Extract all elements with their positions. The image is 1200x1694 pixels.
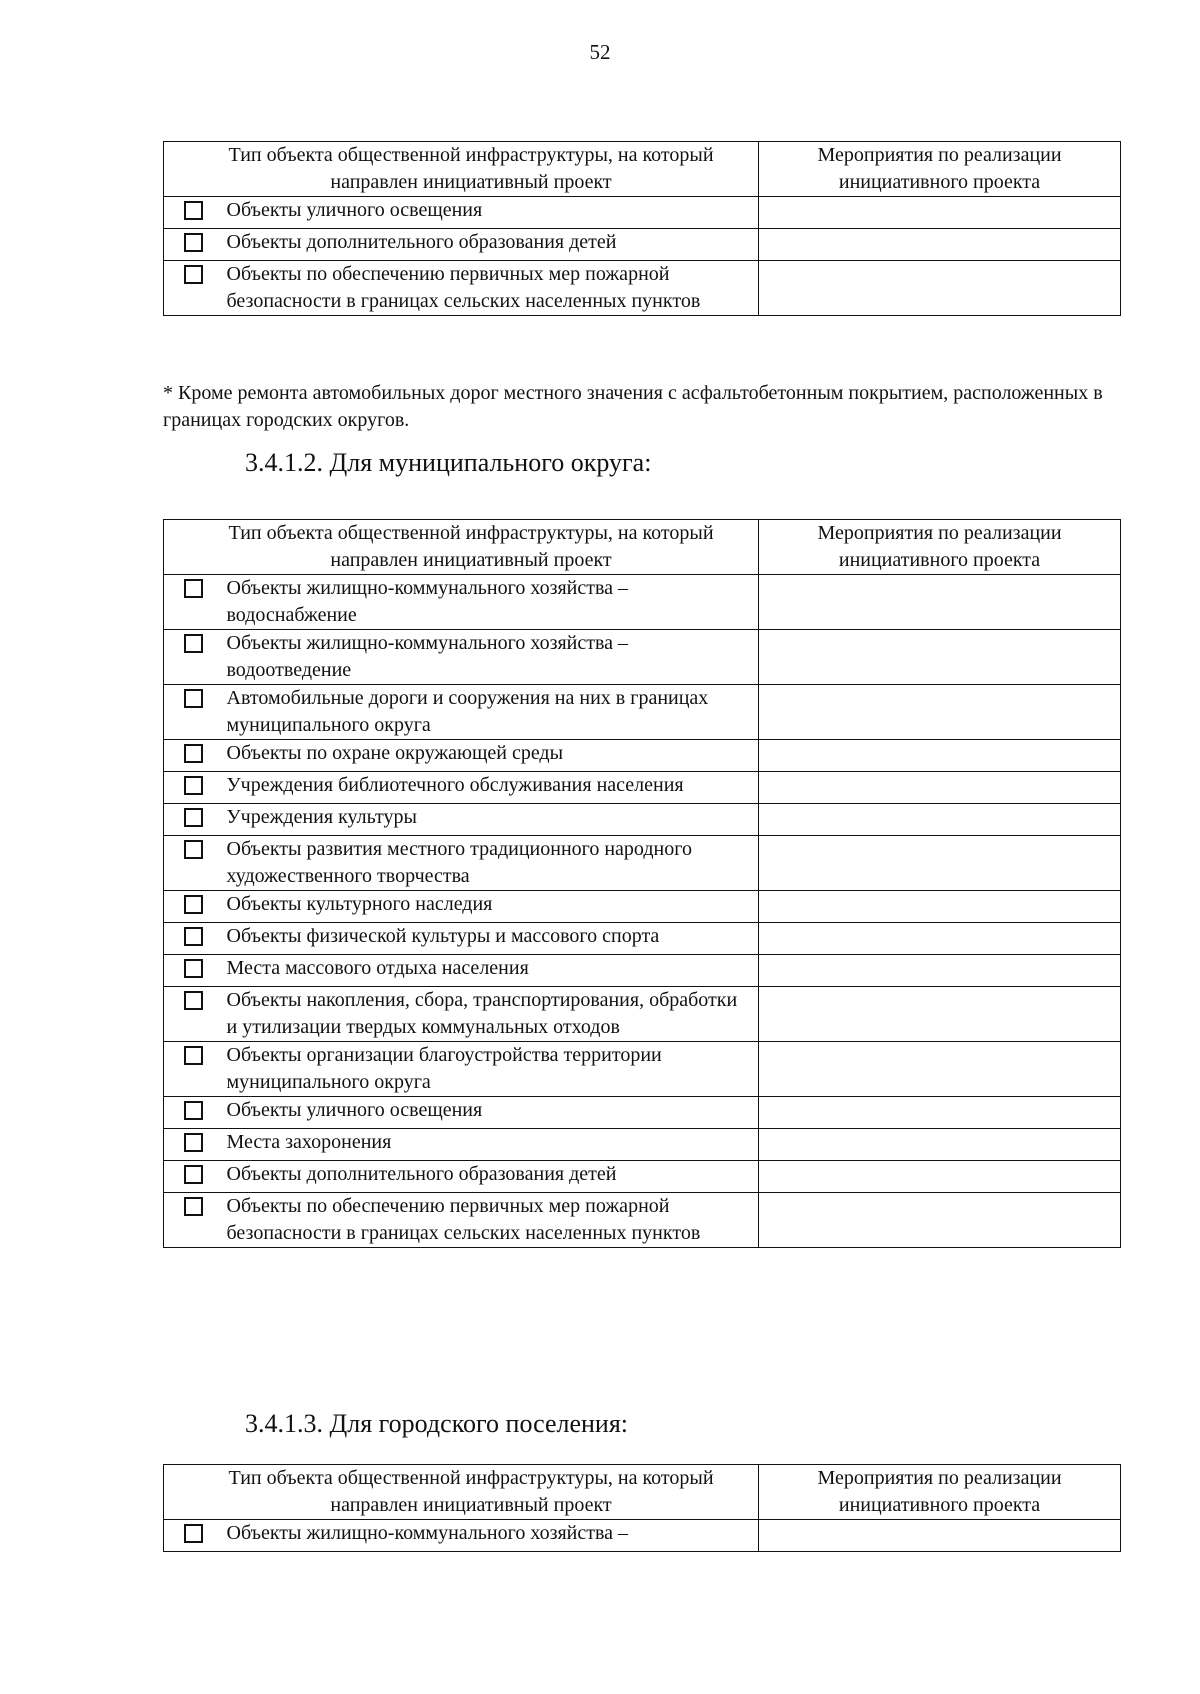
checkbox-cell bbox=[164, 1193, 223, 1248]
table-row bbox=[164, 1193, 1121, 1248]
measures-field[interactable] bbox=[759, 1042, 1121, 1097]
object-type-label: Объекты организации благоустройства территории муниципального округа bbox=[223, 1042, 759, 1097]
object-type-label: Объекты жилищно-коммунального хозяйства – bbox=[223, 1520, 759, 1552]
table-header-row bbox=[164, 142, 1121, 197]
measures-field[interactable] bbox=[759, 229, 1121, 261]
infrastructure-table-1 bbox=[163, 141, 1121, 316]
row-checkbox[interactable] bbox=[184, 1101, 203, 1120]
row-checkbox[interactable] bbox=[184, 991, 203, 1010]
measures-field[interactable] bbox=[759, 923, 1121, 955]
measures-field[interactable] bbox=[759, 1129, 1121, 1161]
checkbox-cell bbox=[164, 1129, 223, 1161]
table-header-row bbox=[164, 520, 1121, 575]
table-row bbox=[164, 772, 1121, 804]
table-row bbox=[164, 1042, 1121, 1097]
object-type-label: Объекты физической культуры и массового спорта bbox=[223, 923, 759, 955]
row-checkbox[interactable] bbox=[184, 1197, 203, 1216]
table-row bbox=[164, 923, 1121, 955]
table-row bbox=[164, 987, 1121, 1042]
measures-field[interactable] bbox=[759, 987, 1121, 1042]
checkbox-cell bbox=[164, 261, 223, 316]
checkbox-cell bbox=[164, 575, 223, 630]
checkbox-cell bbox=[164, 1161, 223, 1193]
measures-field[interactable] bbox=[759, 836, 1121, 891]
checkbox-cell bbox=[164, 229, 223, 261]
page-number: 52 bbox=[589, 40, 611, 64]
table-row bbox=[164, 630, 1121, 685]
row-checkbox[interactable] bbox=[184, 895, 203, 914]
table-row bbox=[164, 804, 1121, 836]
type-column-header: Тип объекта общественной инфраструктуры, на который направлен инициативный проект bbox=[164, 520, 759, 575]
checkbox-cell bbox=[164, 1520, 223, 1552]
row-checkbox[interactable] bbox=[184, 579, 203, 598]
checkbox-cell bbox=[164, 987, 223, 1042]
object-type-label: Объекты по обеспечению первичных мер пожарной безопасности в границах сельских населенных пунктов bbox=[223, 261, 759, 316]
object-type-label: Объекты жилищно-коммунального хозяйства – водоотведение bbox=[223, 630, 759, 685]
measures-field[interactable] bbox=[759, 772, 1121, 804]
object-type-label: Места захоронения bbox=[223, 1129, 759, 1161]
row-checkbox[interactable] bbox=[184, 634, 203, 653]
table-row bbox=[164, 955, 1121, 987]
table-row bbox=[164, 685, 1121, 740]
section-title-municipal-district: 3.4.1.2. Для муниципального округа: bbox=[245, 448, 652, 477]
checkbox-cell bbox=[164, 197, 223, 229]
checkbox-cell bbox=[164, 1042, 223, 1097]
checkbox-cell bbox=[164, 836, 223, 891]
row-checkbox[interactable] bbox=[184, 776, 203, 795]
row-checkbox[interactable] bbox=[184, 233, 203, 252]
measures-field[interactable] bbox=[759, 630, 1121, 685]
checkbox-cell bbox=[164, 923, 223, 955]
measures-column-header: Мероприятия по реализации инициативного проекта bbox=[759, 142, 1121, 197]
object-type-label: Автомобильные дороги и сооружения на них в границах муниципального округа bbox=[223, 685, 759, 740]
section-title-urban-settlement: 3.4.1.3. Для городского поселения: bbox=[245, 1409, 629, 1438]
measures-field[interactable] bbox=[759, 891, 1121, 923]
row-checkbox[interactable] bbox=[184, 1133, 203, 1152]
type-column-header: Тип объекта общественной инфраструктуры, на который направлен инициативный проект bbox=[164, 142, 759, 197]
checkbox-cell bbox=[164, 1097, 223, 1129]
object-type-label: Места массового отдыха населения bbox=[223, 955, 759, 987]
table-row bbox=[164, 229, 1121, 261]
measures-field[interactable] bbox=[759, 261, 1121, 316]
measures-field[interactable] bbox=[759, 740, 1121, 772]
row-checkbox[interactable] bbox=[184, 1046, 203, 1065]
object-type-label: Объекты уличного освещения bbox=[223, 197, 759, 229]
checkbox-cell bbox=[164, 740, 223, 772]
measures-field[interactable] bbox=[759, 197, 1121, 229]
table-row bbox=[164, 740, 1121, 772]
measures-column-header: Мероприятия по реализации инициативного проекта bbox=[759, 1465, 1121, 1520]
row-checkbox[interactable] bbox=[184, 689, 203, 708]
table-row bbox=[164, 261, 1121, 316]
checkbox-cell bbox=[164, 685, 223, 740]
row-checkbox[interactable] bbox=[184, 959, 203, 978]
row-checkbox[interactable] bbox=[184, 808, 203, 827]
row-checkbox[interactable] bbox=[184, 1524, 203, 1543]
object-type-label: Объекты культурного наследия bbox=[223, 891, 759, 923]
object-type-label: Объекты дополнительного образования детей bbox=[223, 1161, 759, 1193]
measures-field[interactable] bbox=[759, 955, 1121, 987]
measures-field[interactable] bbox=[759, 1193, 1121, 1248]
footnote: * Кроме ремонта автомобильных дорог местного значения с асфальтобетонным покрытием, расположенных в границах городских округов. bbox=[163, 382, 1103, 431]
infrastructure-table-2 bbox=[163, 519, 1121, 1248]
measures-field[interactable] bbox=[759, 1161, 1121, 1193]
row-checkbox[interactable] bbox=[184, 1165, 203, 1184]
row-checkbox[interactable] bbox=[184, 744, 203, 763]
object-type-label: Объекты развития местного традиционного народного художественного творчества bbox=[223, 836, 759, 891]
table-row bbox=[164, 1129, 1121, 1161]
object-type-label: Объекты дополнительного образования детей bbox=[223, 229, 759, 261]
object-type-label: Объекты по охране окружающей среды bbox=[223, 740, 759, 772]
checkbox-cell bbox=[164, 630, 223, 685]
table-row bbox=[164, 197, 1121, 229]
checkbox-cell bbox=[164, 804, 223, 836]
checkbox-cell bbox=[164, 891, 223, 923]
checkbox-cell bbox=[164, 955, 223, 987]
object-type-label: Учреждения культуры bbox=[223, 804, 759, 836]
measures-column-header: Мероприятия по реализации инициативного проекта bbox=[759, 520, 1121, 575]
table-row bbox=[164, 1097, 1121, 1129]
table-row bbox=[164, 1161, 1121, 1193]
measures-field[interactable] bbox=[759, 804, 1121, 836]
object-type-label: Объекты по обеспечению первичных мер пожарной безопасности в границах сельских населенных пунктов bbox=[223, 1193, 759, 1248]
measures-field[interactable] bbox=[759, 1097, 1121, 1129]
type-column-header: Тип объекта общественной инфраструктуры, на который направлен инициативный проект bbox=[164, 1465, 759, 1520]
measures-field[interactable] bbox=[759, 1520, 1121, 1552]
row-checkbox[interactable] bbox=[184, 201, 203, 220]
table-row bbox=[164, 836, 1121, 891]
measures-field[interactable] bbox=[759, 575, 1121, 630]
checkbox-cell bbox=[164, 772, 223, 804]
row-checkbox[interactable] bbox=[184, 927, 203, 946]
measures-field[interactable] bbox=[759, 685, 1121, 740]
table-header-row bbox=[164, 1465, 1121, 1520]
row-checkbox[interactable] bbox=[184, 265, 203, 284]
row-checkbox[interactable] bbox=[184, 840, 203, 859]
object-type-label: Объекты уличного освещения bbox=[223, 1097, 759, 1129]
object-type-label: Объекты жилищно-коммунального хозяйства – водоснабжение bbox=[223, 575, 759, 630]
table-row bbox=[164, 1520, 1121, 1552]
table-row bbox=[164, 891, 1121, 923]
infrastructure-table-3 bbox=[163, 1464, 1121, 1552]
object-type-label: Объекты накопления, сбора, транспортирования, обработки и утилизации твердых коммунальных отходов bbox=[223, 987, 759, 1042]
table-row bbox=[164, 575, 1121, 630]
object-type-label: Учреждения библиотечного обслуживания населения bbox=[223, 772, 759, 804]
